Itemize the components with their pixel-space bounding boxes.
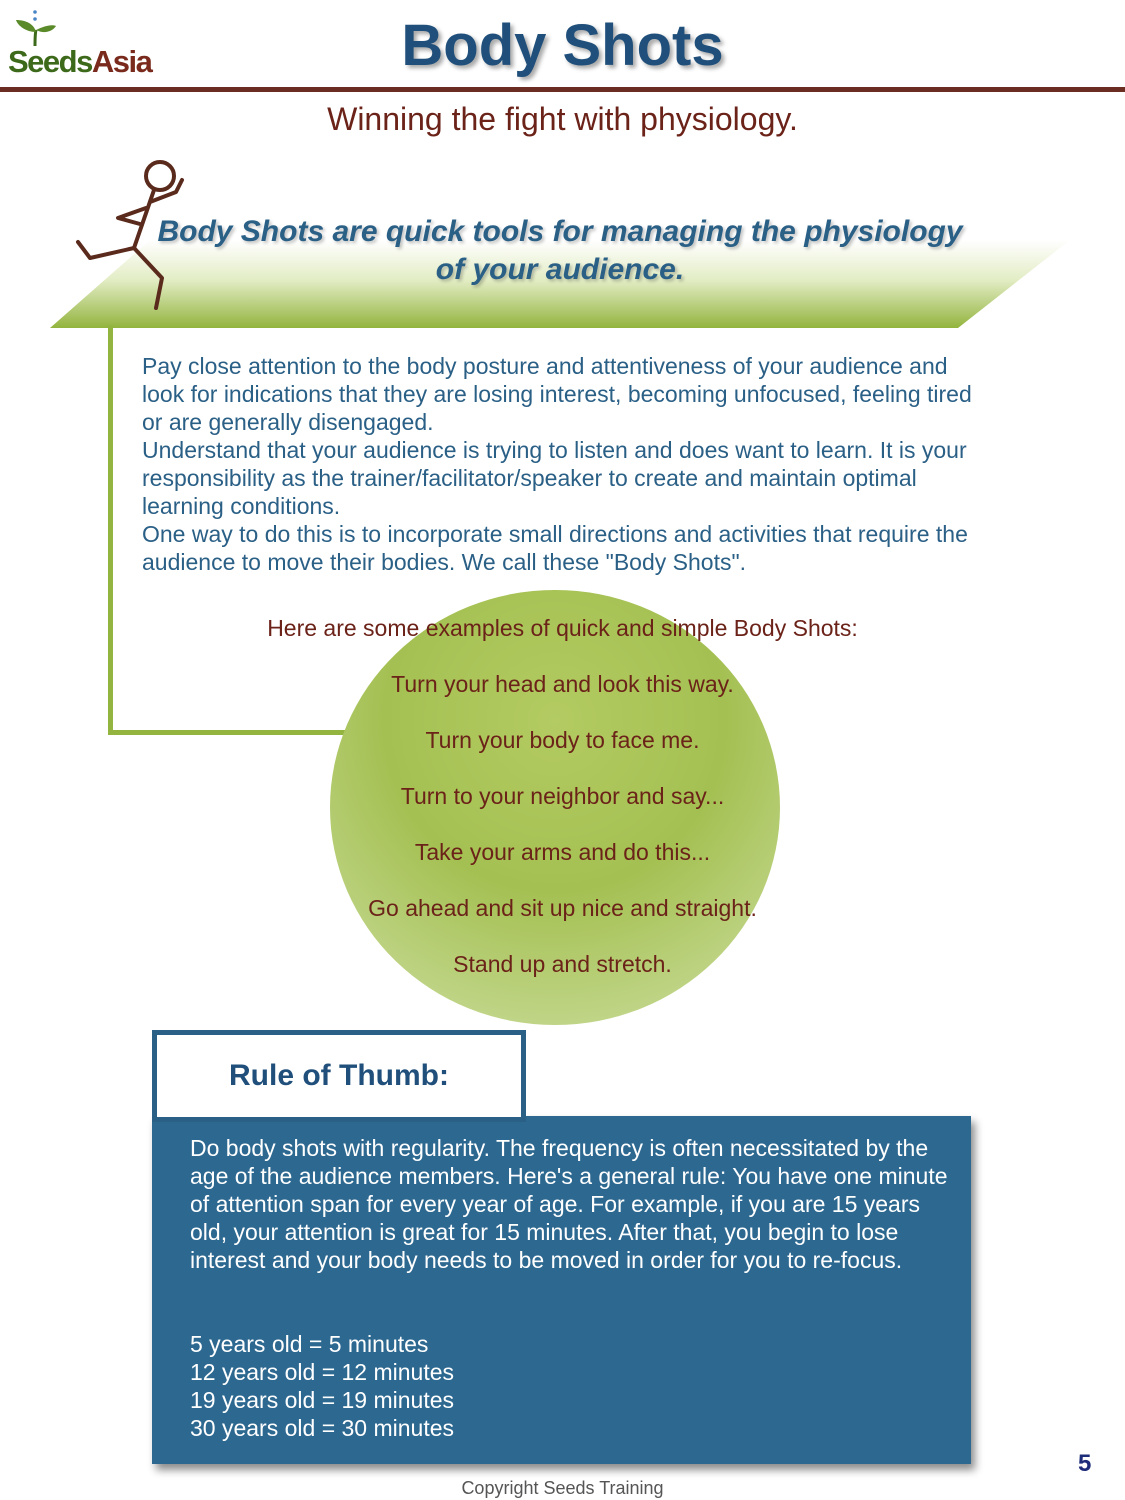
intro-paragraph: One way to do this is to incorporate small directions and activities that require the audience to move their bodies. We call these "Body Shots". xyxy=(142,521,968,575)
copyright-notice: Copyright Seeds Training xyxy=(461,1478,664,1498)
age-attention-list xyxy=(190,1330,890,1442)
list-item: 5 years old = 5 minutes xyxy=(190,1331,429,1357)
example-item: Go ahead and sit up nice and straight. xyxy=(368,895,757,921)
example-item: Turn your body to face me. xyxy=(425,727,700,753)
rule-of-thumb-heading-text: Rule of Thumb: xyxy=(229,1059,449,1092)
page-title: Body Shots xyxy=(401,13,724,78)
example-item: Take your arms and do this... xyxy=(414,839,711,865)
example-item: Turn your head and look this way. xyxy=(391,671,734,697)
intro-text xyxy=(142,352,992,576)
list-item: 12 years old = 12 minutes xyxy=(190,1359,455,1385)
rule-of-thumb-heading xyxy=(152,1030,526,1122)
intro-paragraph: Understand that your audience is trying to listen and does want to learn. It is your responsibility as the trainer/facilitator/speaker to create and maintain optimal learning conditions. xyxy=(142,437,967,519)
list-item: 19 years old = 19 minutes xyxy=(190,1387,455,1413)
rule-of-thumb-paragraph: Do body shots with regularity. The frequency is often necessitated by the age of the audience members. Here's a general rule: You have one minute of attention span for every year of age. For example, if you are 15 years old, your attention is great for 15 minutes. After that, you begin to lose interest and your body needs to be moved in order for you to re-focus. xyxy=(190,1135,948,1273)
rule-of-thumb-text xyxy=(190,1134,950,1274)
examples-intro: Here are some examples of quick and simple Body Shots: xyxy=(267,615,858,641)
intro-paragraph: Pay close attention to the body posture and attentiveness of your audience and look for indications that they are losing interest, becoming unfocused, feeling tired or are generally disengaged. xyxy=(142,353,972,435)
banner-headline: Body Shots are quick tools for managing the physiology of your audience. xyxy=(157,215,963,286)
page-number: 5 xyxy=(1078,1450,1092,1477)
header-divider xyxy=(0,87,1125,92)
list-item: 30 years old = 30 minutes xyxy=(190,1415,455,1441)
example-item: Turn to your neighbor and say... xyxy=(400,783,725,809)
example-item: Stand up and stretch. xyxy=(453,951,672,977)
page-subtitle: Winning the fight with physiology. xyxy=(327,101,798,137)
logo-text: SeedsAsia xyxy=(8,44,152,79)
